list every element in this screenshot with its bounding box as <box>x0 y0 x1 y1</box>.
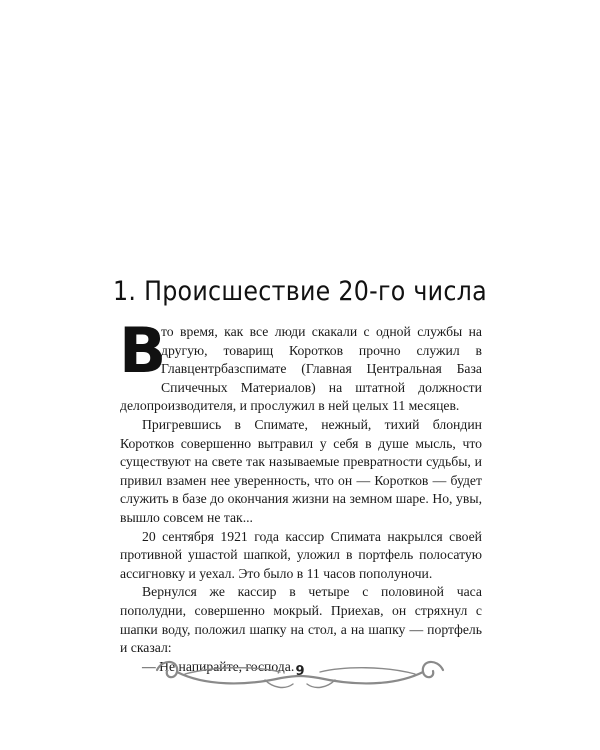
chapter-title: 1. Происшествие 20-го числа <box>113 276 487 307</box>
paragraph-1 <box>119 314 482 416</box>
paragraph-1-text: то время, как все люди скакали с одной службы на другую, товарищ Коротков прочно служил в Главцентрбазспимате (Главная Центральная База Спичечных Материалов) на штатной должности делопроизводителя, и прослужил в ней целых 11 месяцев. <box>120 324 482 414</box>
paragraph-4: Вернулся же кассир в четыре с половиной часа пополудни, совершенно мокрый. Приехав, он стряхнул с шапки воду, положил шапку на стол, а на шапку — портфель и сказал: <box>120 584 482 656</box>
chapter-text <box>119 314 482 676</box>
paragraph-2: Пригревшись в Спимате, нежный, тихий блондин Коротков совершенно вытравил у себя в душе мысль, что существуют на свете так называемые превратности судьбы, и привил взамен нее уверенность, что он — Коротков — будет служить в базе до окончания жизни на земном шаре. Но, увы, вышло совсем не так... <box>120 416 482 525</box>
paragraph-3: 20 сентября 1921 года кассир Спимата накрылся своей противной ушастой шапкой, уложил в портфель полосатую ассигновку и уехал. Это было в 11 часов пополуночи. <box>120 528 482 581</box>
paragraph-5: — Не напирайте, господа. <box>142 658 295 674</box>
drop-cap: В <box>119 314 167 387</box>
page-number: 9 <box>295 664 305 679</box>
